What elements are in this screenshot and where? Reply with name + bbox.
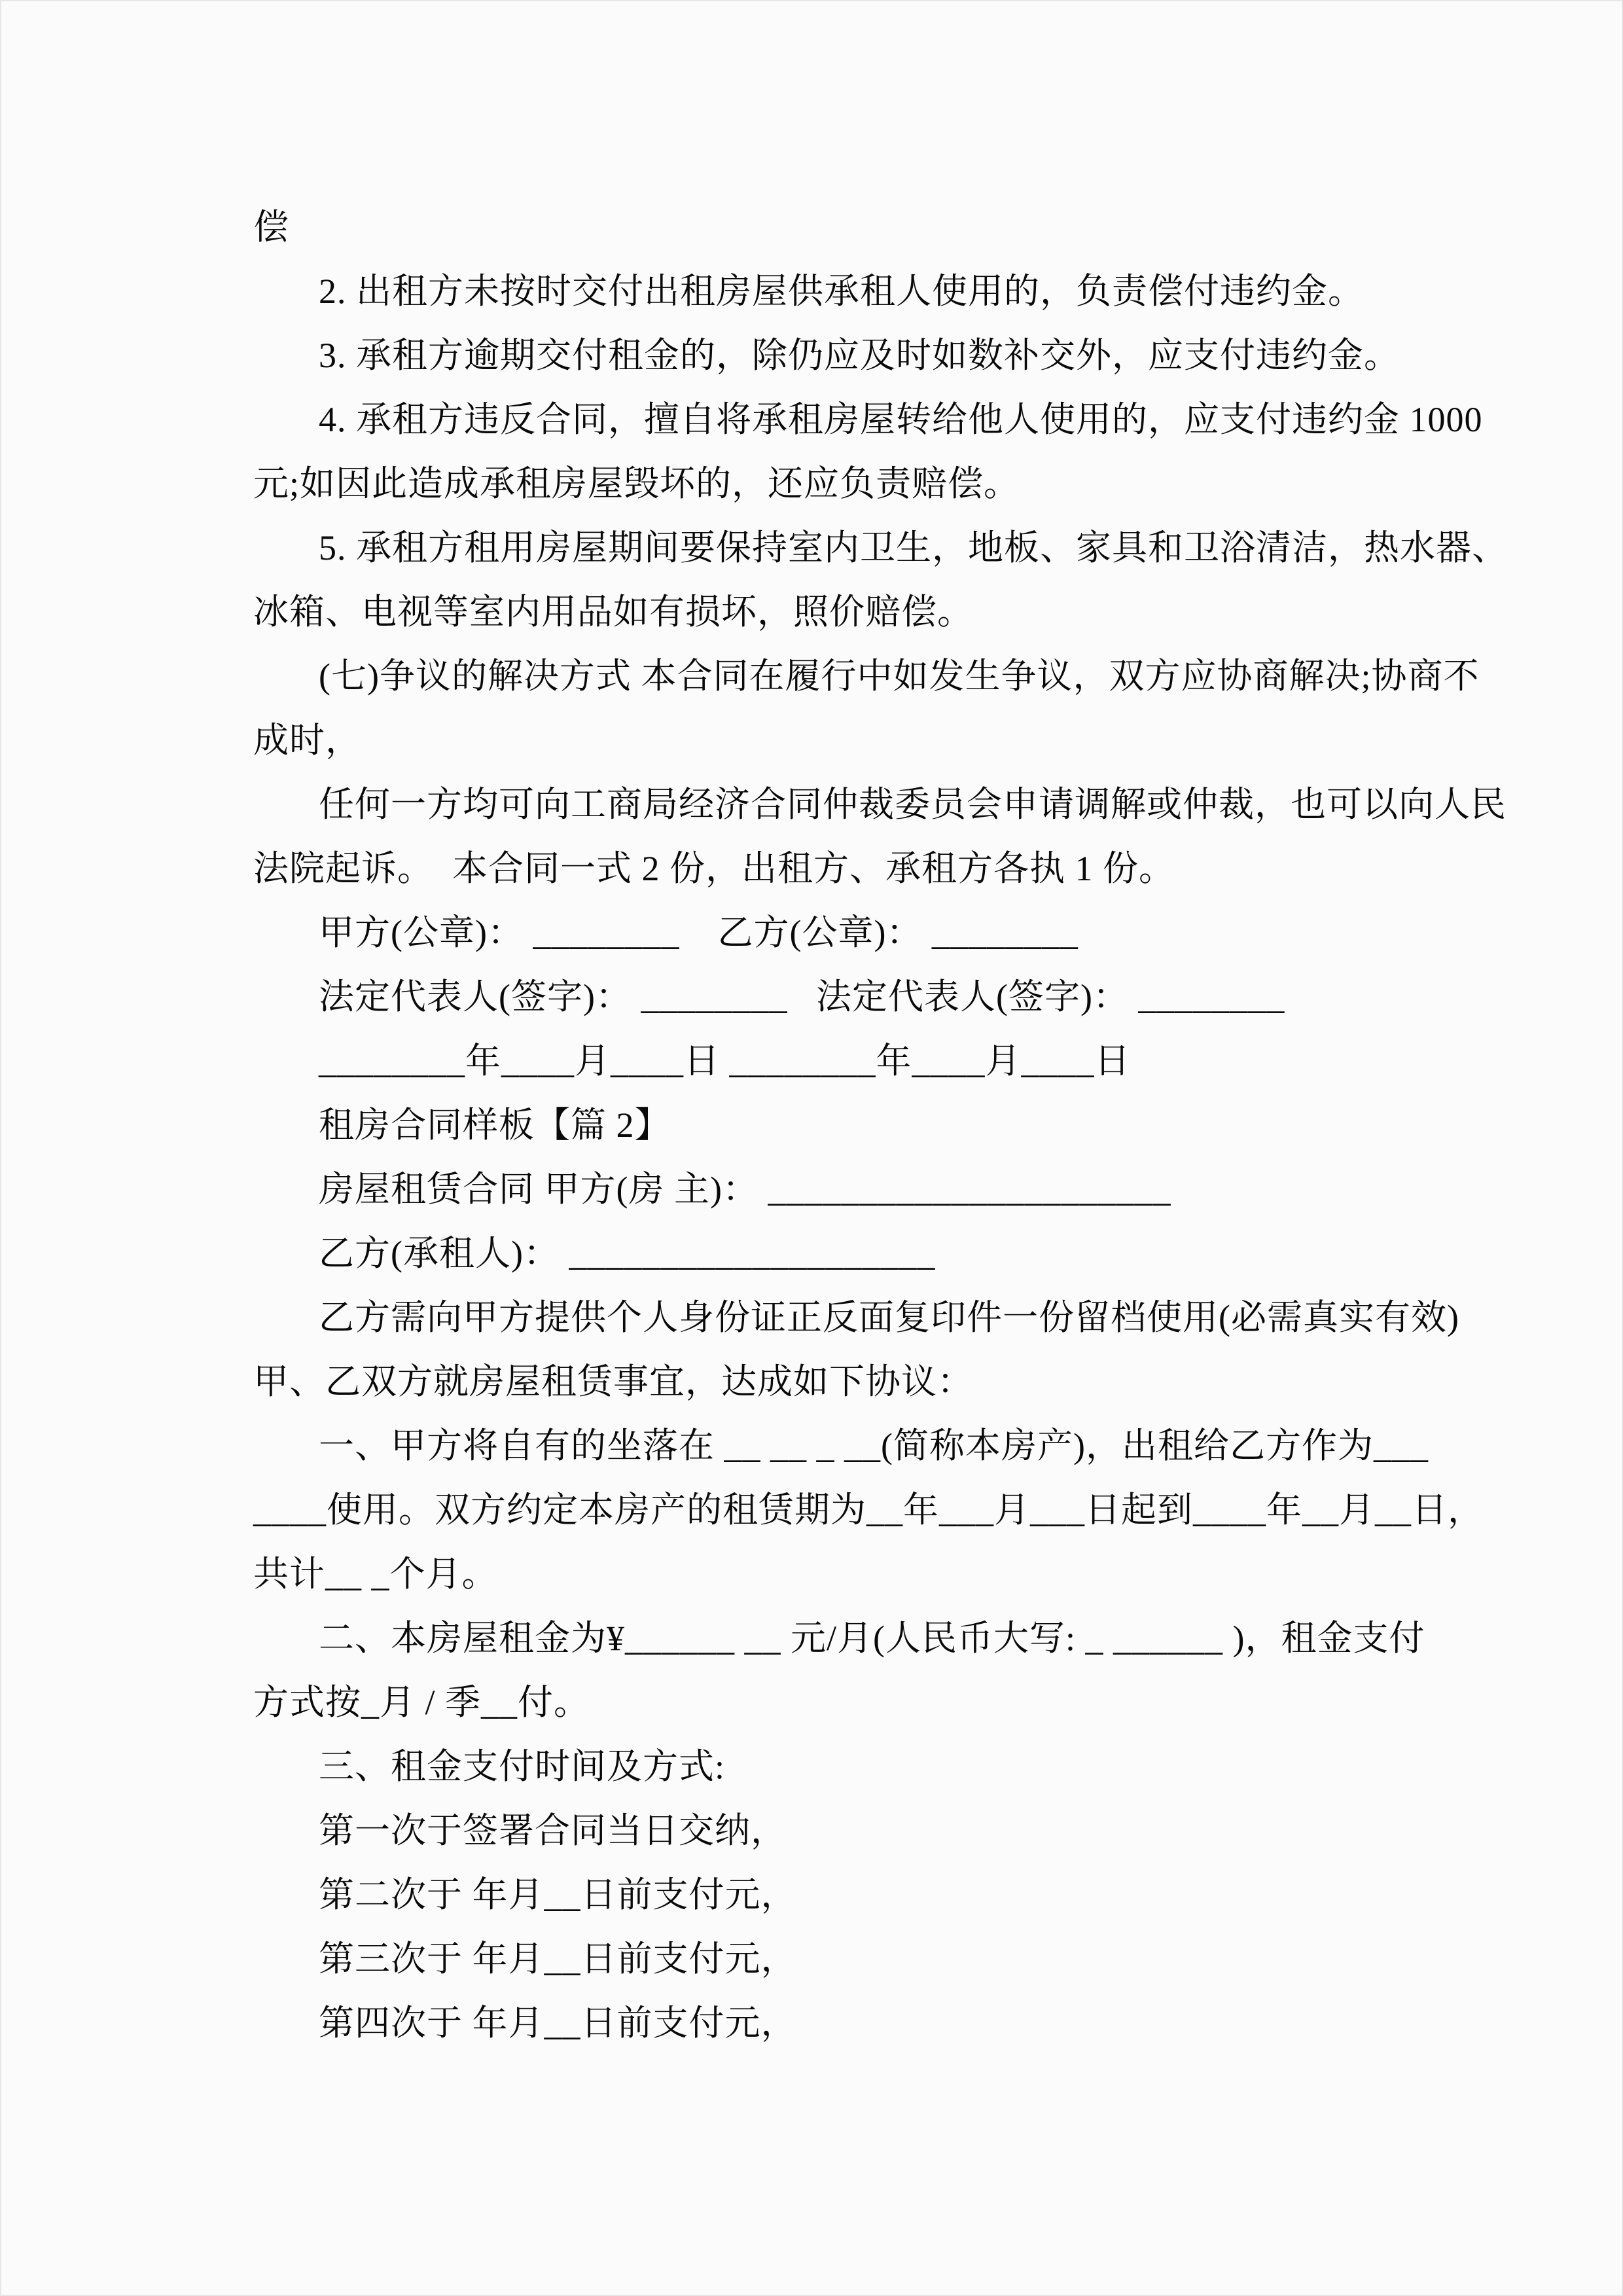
document-line: 第一次于签署合同当日交纳，	[319, 1811, 787, 1850]
document-line: 第三次于 年月__日前支付元，	[319, 1939, 797, 1979]
document-line: 方式按_月 / 季__付。	[253, 1683, 590, 1722]
document-line: 租房合同样板【篇 2】	[319, 1105, 671, 1145]
document-line: ____使用。双方约定本房产的租赁期为__年___月___日起到____年__月__日，	[253, 1490, 1484, 1530]
document-line: 3. 承租方逾期交付租金的，除仍应及时如数补交外，应支付违约金。	[319, 336, 1400, 375]
document-line: 任何一方均可向工商局经济合同仲裁委员会申请调解或仲裁，也可以向人民	[319, 785, 1507, 824]
document-line: 乙方(承租人)： ____________________	[319, 1234, 936, 1273]
document-line: 4. 承租方违反合同，擅自将承租房屋转给他人使用的，应支付违约金 1000	[319, 400, 1483, 439]
document-line: 法院起诉。 本合同一式 2 份，出租方、承租方各执 1 份。	[253, 849, 1175, 888]
document-line: 乙方需向甲方提供个人身份证正反面复印件一份留档使用(必需真实有效)	[319, 1298, 1459, 1337]
document-line: 成时，	[253, 721, 361, 760]
document-line: 元;如因此造成承租房屋毁坏的，还应负责赔偿。	[253, 464, 1020, 503]
document-line: 甲方(公章)： ________ 乙方(公章)： ________	[319, 913, 1079, 952]
document-line: 第四次于 年月__日前支付元，	[319, 2003, 797, 2043]
document-line: 法定代表人(签字)： ________ 法定代表人(签字)： ________	[319, 977, 1285, 1016]
document-line: 共计__ _个月。	[253, 1554, 498, 1594]
document-line: 一、甲方将自有的坐落在 __ __ _ __(简称本房产)，出租给乙方作为___	[319, 1426, 1429, 1465]
document-line: 第二次于 年月__日前支付元，	[319, 1875, 797, 1914]
document-line: 2. 出租方未按时交付出租房屋供承租人使用的，负责偿付违约金。	[319, 272, 1364, 311]
document-line: 偿	[253, 207, 289, 247]
document-line: 5. 承租方租用房屋期间要保持室内卫生，地板、家具和卫浴清洁，热水器、	[319, 528, 1508, 567]
document-line: 冰箱、电视等室内用品如有损坏，照价赔偿。	[253, 592, 973, 632]
document-line: 房屋租赁合同 甲方(房 主)： ______________________	[319, 1170, 1171, 1209]
contract-text	[253, 195, 1508, 2055]
document-line: 二、本房屋租金为¥______ __ 元/月(人民币大写: _ ______ )，租金支付	[319, 1619, 1425, 1658]
document-line: ________年____月____日 ________年____月____日	[319, 1041, 1131, 1081]
document-line: 三、租金支付时间及方式:	[319, 1747, 726, 1786]
document-line: 甲、乙双方就房屋租赁事宜，达成如下协议：	[253, 1362, 973, 1401]
document-line: (七)争议的解决方式 本合同在履行中如发生争议，双方应协商解决;协商不	[319, 656, 1480, 696]
